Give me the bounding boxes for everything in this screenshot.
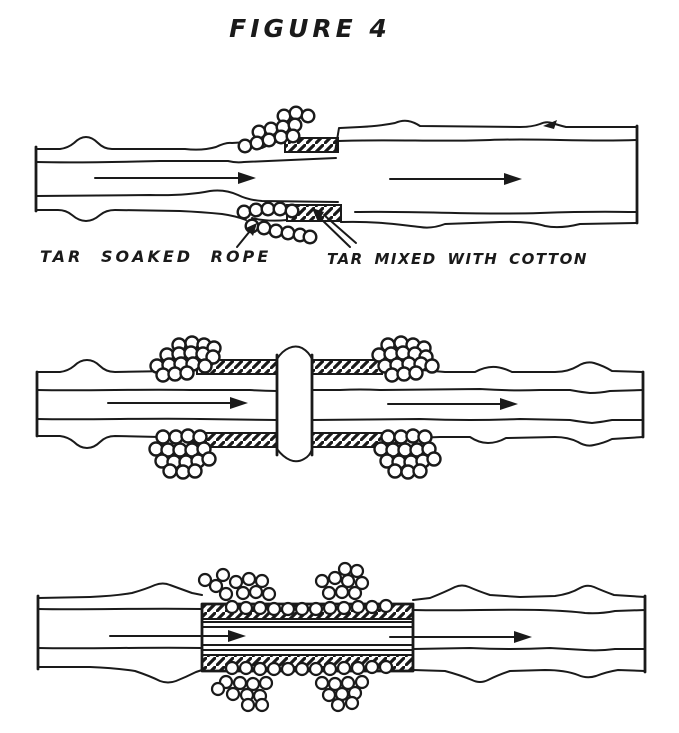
sleeve-left-pipe: [38, 584, 202, 683]
tar-cotton-band-top-right: [312, 360, 382, 374]
rope-packing-bottom: [212, 661, 392, 711]
sleeve-right-pipe: [413, 586, 645, 683]
flow-arrow-left: [95, 172, 256, 184]
diagram-collar-joint: [37, 337, 643, 479]
diagram-sleeve-coupling-joint: [38, 563, 645, 711]
flow-arrow-right: [390, 173, 522, 185]
rope-cluster-bottom-right: [375, 430, 441, 479]
label-tar-soaked-rope: TAR SOAKED ROPE: [40, 247, 272, 266]
flow-arrow-right: [388, 398, 518, 410]
label-tar-mixed-with-cotton: TAR MIXED WITH COTTON: [327, 250, 588, 268]
rope-packing-top: [199, 563, 392, 615]
figure-title: FIGURE 4: [229, 14, 391, 43]
diagram-bell-and-spigot-joint: [36, 107, 637, 268]
flow-arrow-left: [108, 397, 248, 409]
tar-cotton-band-bottom-right: [312, 433, 385, 447]
collar-ring: [277, 347, 312, 462]
bell-pipe: [335, 120, 637, 228]
rope-cluster-bottom-left: [150, 430, 216, 479]
